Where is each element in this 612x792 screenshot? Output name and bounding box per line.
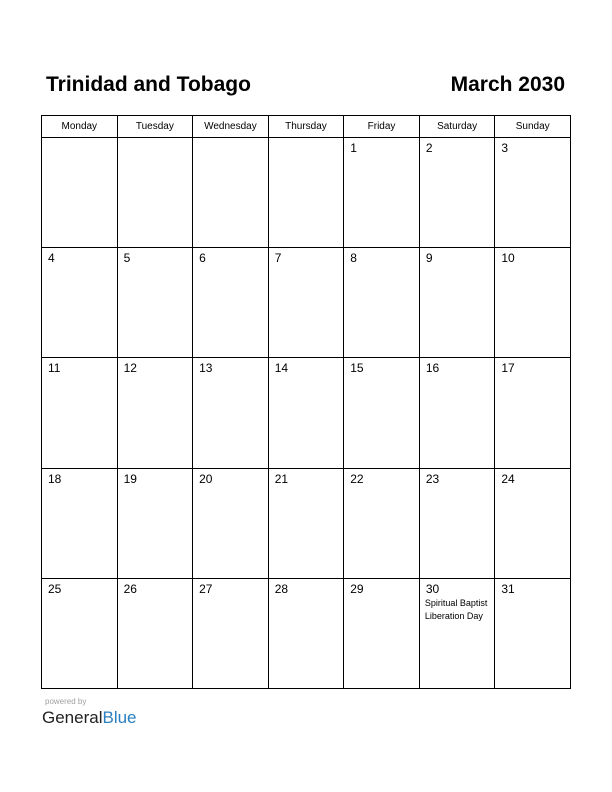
day-number: 26 [123, 581, 137, 596]
day-number: 8 [350, 251, 357, 266]
weekday-wednesday: Wednesday [193, 116, 269, 138]
weekday-saturday: Saturday [419, 116, 495, 138]
day-cell [344, 358, 420, 468]
brand-logo [42, 708, 137, 728]
calendar-header [46, 70, 565, 100]
weekday-sunday: Sunday [495, 116, 571, 138]
day-cell [495, 468, 571, 578]
day-number: 18 [48, 471, 62, 486]
month-title: March 2030 [450, 73, 565, 96]
weekday-thursday: Thursday [268, 116, 344, 138]
day-cell [268, 468, 344, 578]
day-cell [344, 248, 420, 358]
day-cell [419, 248, 495, 358]
brand-blue-text: Blue [102, 708, 137, 727]
day-cell [495, 578, 571, 688]
day-cell [419, 578, 495, 688]
day-number: 11 [48, 361, 61, 376]
day-cell [419, 358, 495, 468]
day-cell [419, 138, 495, 248]
calendar-grid [41, 115, 571, 689]
day-cell [495, 248, 571, 358]
day-cell [117, 468, 193, 578]
weekday-header-row [42, 116, 571, 138]
day-number: 30 [425, 581, 440, 596]
day-cell [268, 138, 344, 248]
day-number: 6 [199, 251, 206, 266]
day-number: 3 [501, 141, 509, 155]
day-cell [117, 358, 193, 468]
holiday-label: Spiritual Baptist Liberation Day [424, 597, 488, 621]
day-cell [42, 248, 118, 358]
day-number: 29 [350, 581, 364, 596]
day-cell [42, 578, 118, 688]
day-cell [193, 248, 269, 358]
weekday-friday: Friday [344, 116, 420, 138]
day-cell [268, 358, 344, 468]
footer-branding [42, 697, 137, 728]
week-row-4 [42, 468, 571, 578]
day-number: 15 [350, 361, 364, 376]
weekday-tuesday: Tuesday [117, 116, 193, 138]
day-number: 9 [425, 251, 433, 266]
day-number: 1 [350, 141, 357, 155]
week-row-1 [42, 138, 571, 248]
day-cell [495, 358, 571, 468]
day-cell [268, 578, 344, 688]
day-number: 25 [48, 581, 62, 596]
day-cell [193, 138, 269, 248]
day-number: 22 [350, 471, 364, 486]
day-cell [344, 138, 420, 248]
day-cell [344, 468, 420, 578]
day-number: 17 [501, 361, 515, 376]
day-cell [117, 578, 193, 688]
week-row-2 [42, 248, 571, 358]
day-number: 14 [274, 361, 289, 376]
day-number: 28 [274, 581, 289, 596]
day-number: 31 [501, 581, 515, 596]
week-row-3 [42, 358, 571, 468]
day-number: 5 [123, 251, 131, 266]
weekday-monday: Monday [42, 116, 118, 138]
day-cell [42, 358, 118, 468]
day-number: 27 [199, 581, 213, 596]
day-cell [419, 468, 495, 578]
day-number: 21 [274, 471, 289, 486]
day-number: 16 [425, 361, 440, 376]
day-cell [42, 468, 118, 578]
powered-by-label: powered by [45, 697, 87, 706]
day-cell [42, 138, 118, 248]
day-number: 2 [425, 141, 433, 155]
day-number: 12 [123, 361, 137, 376]
day-number: 4 [48, 251, 55, 266]
day-number: 20 [199, 471, 213, 486]
day-number: 13 [199, 361, 213, 376]
day-cell [193, 468, 269, 578]
day-number: 7 [274, 251, 282, 266]
day-number: 24 [501, 471, 515, 486]
week-row-5 [42, 578, 571, 688]
day-cell [268, 248, 344, 358]
day-number: 10 [501, 251, 515, 266]
day-cell [117, 248, 193, 358]
day-cell [193, 358, 269, 468]
brand-general-text: General [42, 708, 103, 727]
day-cell [117, 138, 193, 248]
day-cell [344, 578, 420, 688]
country-title: Trinidad and Tobago [46, 73, 251, 96]
day-cell [193, 578, 269, 688]
day-number: 19 [123, 471, 137, 486]
day-cell [495, 138, 571, 248]
day-number: 23 [425, 471, 440, 486]
